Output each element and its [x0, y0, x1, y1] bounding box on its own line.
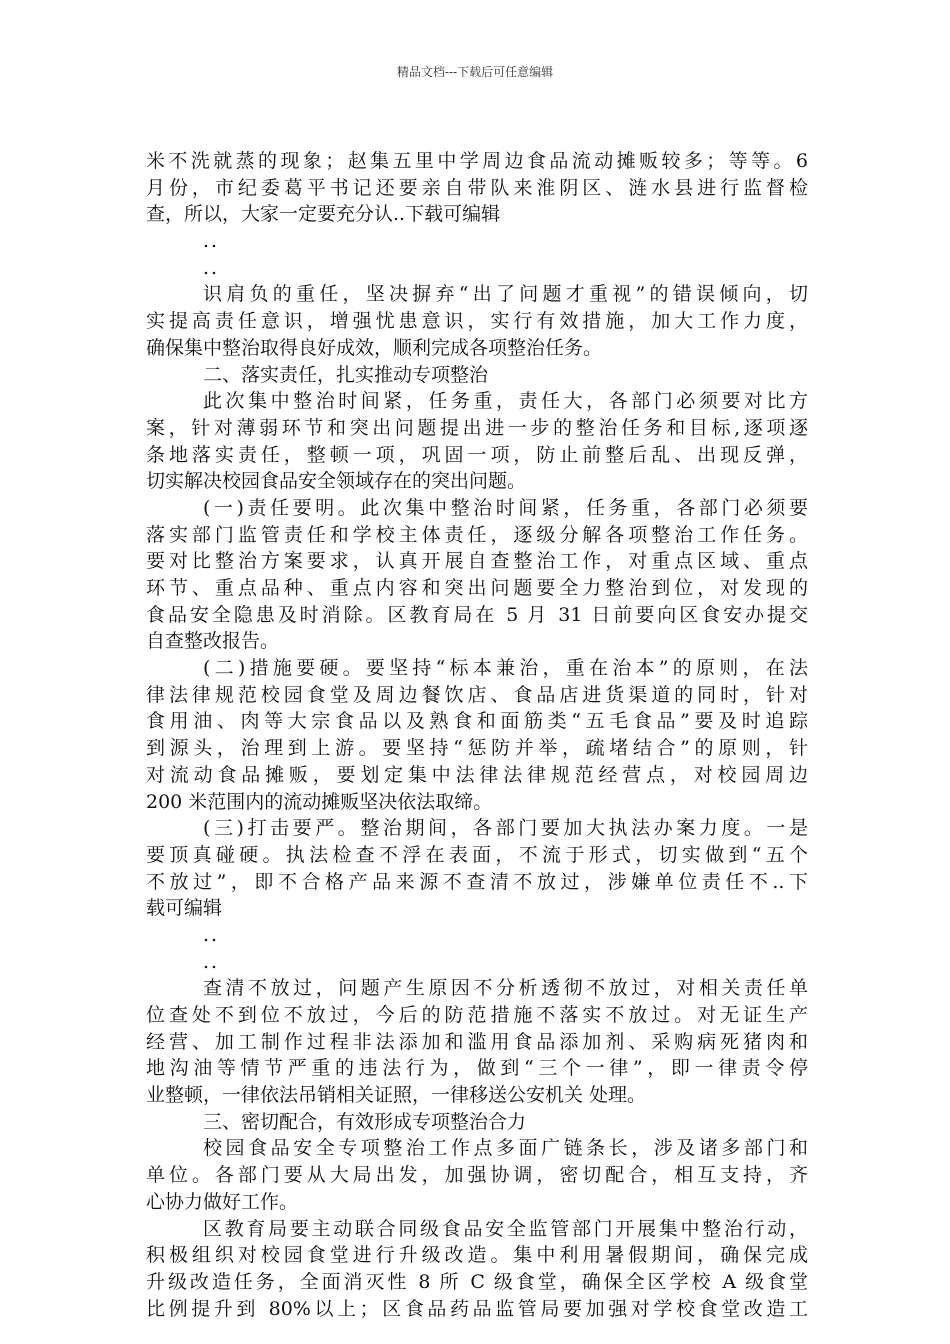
text-line: (二)措施要硬。要坚持“标本兼治，重在治本”的原则，在法 — [203, 657, 808, 680]
text-line: 律法律规范校园食堂及周边餐饮店、食品店进货渠道的同时，针对 — [146, 683, 808, 706]
text-line: 要对比整治方案要求，认真开展自查整治工作，对重点区域、重点 — [146, 550, 808, 573]
text-line: 查，所以，大家一定要充分认..下载可编辑 — [146, 203, 501, 226]
text-line: (三)打击要严。整治期间，各部门要加大执法办案力度。一是 — [203, 817, 808, 840]
text-line: 环节、重点品种、重点内容和突出问题要全力整治到位，对发现的 — [146, 577, 808, 599]
text-line: 查清不放过，问题产生原因不分析透彻不放过，对相关责任单 — [203, 977, 808, 1000]
text-line: 地沟油等情节严重的违法行为，做到“三个一律”，即一律责令停 — [146, 1057, 808, 1080]
text-line: 积极组织对校园食堂进行升级改造。集中利用暑假期间，确保完成 — [146, 1244, 808, 1267]
text-line: 200 米范围内的流动摊贩坚决依法取缔。 — [146, 790, 493, 813]
text-line: 到源头，治理到上游。要坚持“惩防并举，疏堵结合”的原则，针 — [146, 737, 808, 760]
text-line: 案，针对薄弱环节和突出问题提出进一步的整治任务和目标,逐项逐 — [146, 416, 808, 439]
text-line: (一)责任要明。此次集中整治时间紧，任务重，各部门必须要 — [203, 496, 808, 519]
text-line: 二、落实责任，扎实推动专项整治 — [203, 363, 489, 386]
text-line: 食用油、肉等大宗食品以及熟食和面筋类“五毛食品”要及时追踪 — [146, 710, 808, 733]
text-line: 单位。各部门要从大局出发，加强协调，密切配合，相互支持，齐 — [146, 1164, 808, 1187]
document-body — [146, 148, 808, 1322]
page-break-dots: .. — [203, 256, 220, 279]
text-line: 实提高责任意识，增强忧患意识，实行有效措施，加大工作力度， — [146, 310, 808, 333]
text-line: 比例提升到 80%以上；区食品药品监管局要加强对学校食堂改造工 — [146, 1297, 808, 1320]
text-line: 识肩负的重任，坚决摒弃“出了问题才重视”的错误倾向，切 — [203, 283, 808, 306]
text-line: 落实部门监管责任和学校主体责任，逐级分解各项整治工作任务。 — [146, 523, 808, 546]
page-break-dots: .. — [203, 230, 220, 253]
page-header: 精品文档---下载后可任意编辑 — [396, 65, 554, 79]
text-line: 载可编辑 — [146, 897, 223, 920]
text-line: 三、密切配合，有效形成专项整治合力 — [203, 1110, 527, 1133]
text-line: 校园食品安全专项整治工作点多面广链条长，涉及诸多部门和 — [203, 1137, 808, 1160]
text-line: 位查处不到位不放过，今后的防范措施不落实不放过。对无证生产 — [146, 1004, 808, 1026]
page-break-dots: .. — [203, 950, 220, 973]
text-line: 月份，市纪委葛平书记还要亲自带队来淮阴区、涟水县进行监督检 — [146, 176, 808, 199]
text-line: 确保集中整治取得良好成效，顺利完成各项整治任务。 — [146, 336, 603, 359]
text-line: 要顶真碰硬。执法检查不浮在表面，不流于形式，切实做到“五个 — [146, 843, 808, 866]
text-line: 食品安全隐患及时消除。区教育局在 5 月 31 日前要向区食安办提交 — [146, 603, 808, 626]
text-line: 经营、加工制作过程非法添加和滥用食品添加剂、采购病死猪肉和 — [146, 1030, 808, 1053]
text-line: 业整顿，一律依法吊销相关证照，一律移送公安机关 处理。 — [146, 1084, 647, 1107]
text-line: 米不洗就蒸的现象；赵集五里中学周边食品流动摊贩较多；等等。6 — [146, 150, 808, 172]
text-line: 此次集中整治时间紧，任务重，责任大，各部门必须要对比方 — [203, 390, 808, 413]
text-line: 不放过”，即不合格产品来源不查清不放过，涉嫌单位责任不..下 — [146, 870, 808, 893]
page-break-dots: .. — [203, 923, 220, 946]
text-line: 升级改造任务，全面消灭性 8 所 C 级食堂，确保全区学校 A 级食堂 — [146, 1270, 808, 1293]
text-line: 自查整改报告。 — [146, 630, 280, 653]
text-line: 对流动食品摊贩，要划定集中法律法律规范经营点，对校园周边 — [146, 763, 808, 786]
text-line: 心协力做好工作。 — [146, 1190, 299, 1213]
text-line: 切实解决校园食品安全领域存在的突出问题。 — [146, 470, 527, 493]
text-line: 区教育局要主动联合同级食品安全监管部门开展集中整治行动， — [203, 1217, 808, 1240]
text-line: 条地落实责任，整顿一项，巩固一项，防止前整后乱、出现反弹， — [146, 443, 808, 466]
